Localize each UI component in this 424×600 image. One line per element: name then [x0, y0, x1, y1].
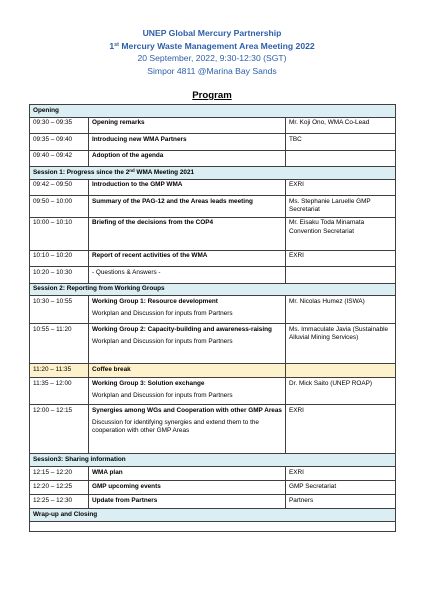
agenda-speaker: [286, 150, 396, 167]
agenda-row: [30, 494, 396, 508]
agenda-title: Working Group 1: Resource development: [92, 297, 218, 305]
agenda-table: [29, 104, 396, 532]
program-heading-text: Program: [192, 90, 232, 101]
agenda-speaker: Dr. Mick Saito (UNEP ROAP): [286, 378, 396, 405]
agenda-row: [30, 405, 396, 454]
agenda-speaker: Ms. Immaculate Javia (Sustainable Alluvial Mining Services): [286, 324, 396, 364]
session-header-wrap-up: Wrap-up and Closing: [30, 508, 396, 521]
agenda-row: [30, 117, 396, 134]
agenda-title: Briefing of the decisions from the COP4: [89, 217, 286, 250]
meeting-title-ordinal: 1: [109, 40, 115, 51]
agenda-row: [30, 296, 396, 324]
agenda-row: [30, 150, 396, 167]
agenda-speaker: [286, 364, 396, 378]
meeting-title-ordinal-suffix: st: [114, 41, 119, 48]
agenda-speaker: [286, 267, 396, 284]
agenda-speaker: Partners: [286, 494, 396, 508]
agenda-time: 09:35 – 09:40: [30, 134, 89, 151]
agenda-title: Report of recent activities of the WMA: [89, 250, 286, 267]
agenda-time: 10:55 – 11:20: [30, 324, 89, 364]
agenda-item: [89, 405, 286, 454]
coffee-break-row: [30, 364, 396, 378]
session-header-opening: Opening: [30, 105, 396, 118]
agenda-speaker: Mr. Eisaku Toda Minamata Convention Secretariat: [286, 217, 396, 250]
agenda-speaker: EXRI: [286, 405, 396, 454]
session-row-opening: [30, 105, 396, 118]
agenda-title: Summary of the PAG-12 and the Areas leads meeting: [89, 196, 286, 217]
agenda-speaker: EXRI: [286, 179, 396, 196]
agenda-row: [30, 378, 396, 405]
agenda-title: GMP upcoming events: [89, 480, 286, 494]
meeting-date-time: 20 September, 2022, 9:30-12:30 (SGT): [137, 53, 287, 64]
agenda-title: Adoption of the agenda: [89, 150, 286, 167]
agenda-time: 09:50 – 10:00: [30, 196, 89, 217]
program-heading: [0, 90, 424, 101]
agenda-speaker: Mr. Koji Ono, WMA Co-Lead: [286, 117, 396, 134]
agenda-speaker: EXRI: [286, 250, 396, 267]
session-row-3: [30, 454, 396, 467]
agenda-row: [30, 134, 396, 151]
session-header-3: Session3: Sharing information: [30, 454, 396, 467]
agenda-title: Coffee break: [89, 364, 286, 378]
session-row-wrap-up: [30, 508, 396, 521]
agenda-speaker: EXRI: [286, 466, 396, 480]
agenda-time: 10:30 – 10:55: [30, 296, 89, 324]
agenda-row: [30, 196, 396, 217]
agenda-title: Update from Partners: [89, 494, 286, 508]
session-1-title: Session 1: Progress since the 2: [33, 168, 130, 176]
meeting-venue: Simpor 4811 @Marina Bay Sands: [147, 65, 277, 76]
agenda-title: Opening remarks: [89, 117, 286, 134]
agenda-speaker: TBC: [286, 134, 396, 151]
agenda-title: Working Group 2: Capacity-building and awareness-raising: [92, 325, 272, 333]
agenda-item: [89, 378, 286, 405]
agenda-speaker: Mr. Nicolas Humez (ISWA): [286, 296, 396, 324]
agenda-title: WMA plan: [89, 466, 286, 480]
agenda-title: Introduction to the GMP WMA: [89, 179, 286, 196]
agenda-description: Workplan and Discussion for inputs from Partners: [92, 309, 233, 317]
agenda-time: 09:40 – 09:42: [30, 150, 89, 167]
agenda-title: Introducing new WMA Partners: [89, 134, 286, 151]
agenda-title: Synergies among WGs and Cooperation with other GMP Areas: [92, 406, 282, 414]
agenda-time: 12:00 – 12:15: [30, 405, 89, 454]
agenda-time: 09:42 – 09:50: [30, 179, 89, 196]
meeting-title-rest: Mercury Waste Management Area Meeting 2022: [119, 40, 315, 51]
document-header: [0, 27, 424, 77]
agenda-time: 11:35 – 12:00: [30, 378, 89, 405]
agenda-description: Discussion for identifying synergies and extend them to the cooperation with other GMP Areas: [92, 418, 259, 435]
session-header-1: [30, 167, 396, 180]
agenda-time: 10:10 – 10:20: [30, 250, 89, 267]
session-header-2: Session 2: Reporting from Working Groups: [30, 283, 396, 296]
agenda-title: - Questions & Answers -: [89, 267, 286, 284]
closing-empty-row: [30, 521, 396, 531]
agenda-description: Workplan and Discussion for inputs from Partners: [92, 391, 233, 399]
agenda-row: [30, 267, 396, 284]
agenda-item: [89, 296, 286, 324]
session-1-title-rest: WMA Meeting 2021: [134, 168, 195, 176]
agenda-row: [30, 217, 396, 250]
agenda-time: 12:25 – 12:30: [30, 494, 89, 508]
agenda-speaker: GMP Secretariat: [286, 480, 396, 494]
agenda-time: 12:20 – 12:25: [30, 480, 89, 494]
agenda-title: Working Group 3: Solution exchange: [92, 379, 205, 387]
agenda-time: 09:30 – 09:35: [30, 117, 89, 134]
session-row-2: [30, 283, 396, 296]
agenda-time: 10:00 – 10:10: [30, 217, 89, 250]
agenda-row: [30, 179, 396, 196]
closing-empty-cell: [30, 521, 396, 531]
agenda-row: [30, 250, 396, 267]
meeting-title: [0, 40, 424, 53]
agenda-time: 11:20 – 11:35: [30, 364, 89, 378]
agenda-row: [30, 480, 396, 494]
agenda-time: 10:20 – 10:30: [30, 267, 89, 284]
session-row-1: [30, 167, 396, 180]
agenda-speaker: Ms. Stephanie Laruelle GMP Secretariat: [286, 196, 396, 217]
agenda-item: [89, 324, 286, 364]
agenda-description: Workplan and Discussion for inputs from Partners: [92, 337, 233, 345]
session-1-ordinal-suffix: nd: [129, 167, 135, 173]
partnership-title: UNEP Global Mercury Partnership: [142, 28, 282, 38]
agenda-time: 12:15 – 12:20: [30, 466, 89, 480]
agenda-row: [30, 324, 396, 364]
agenda-row: [30, 466, 396, 480]
